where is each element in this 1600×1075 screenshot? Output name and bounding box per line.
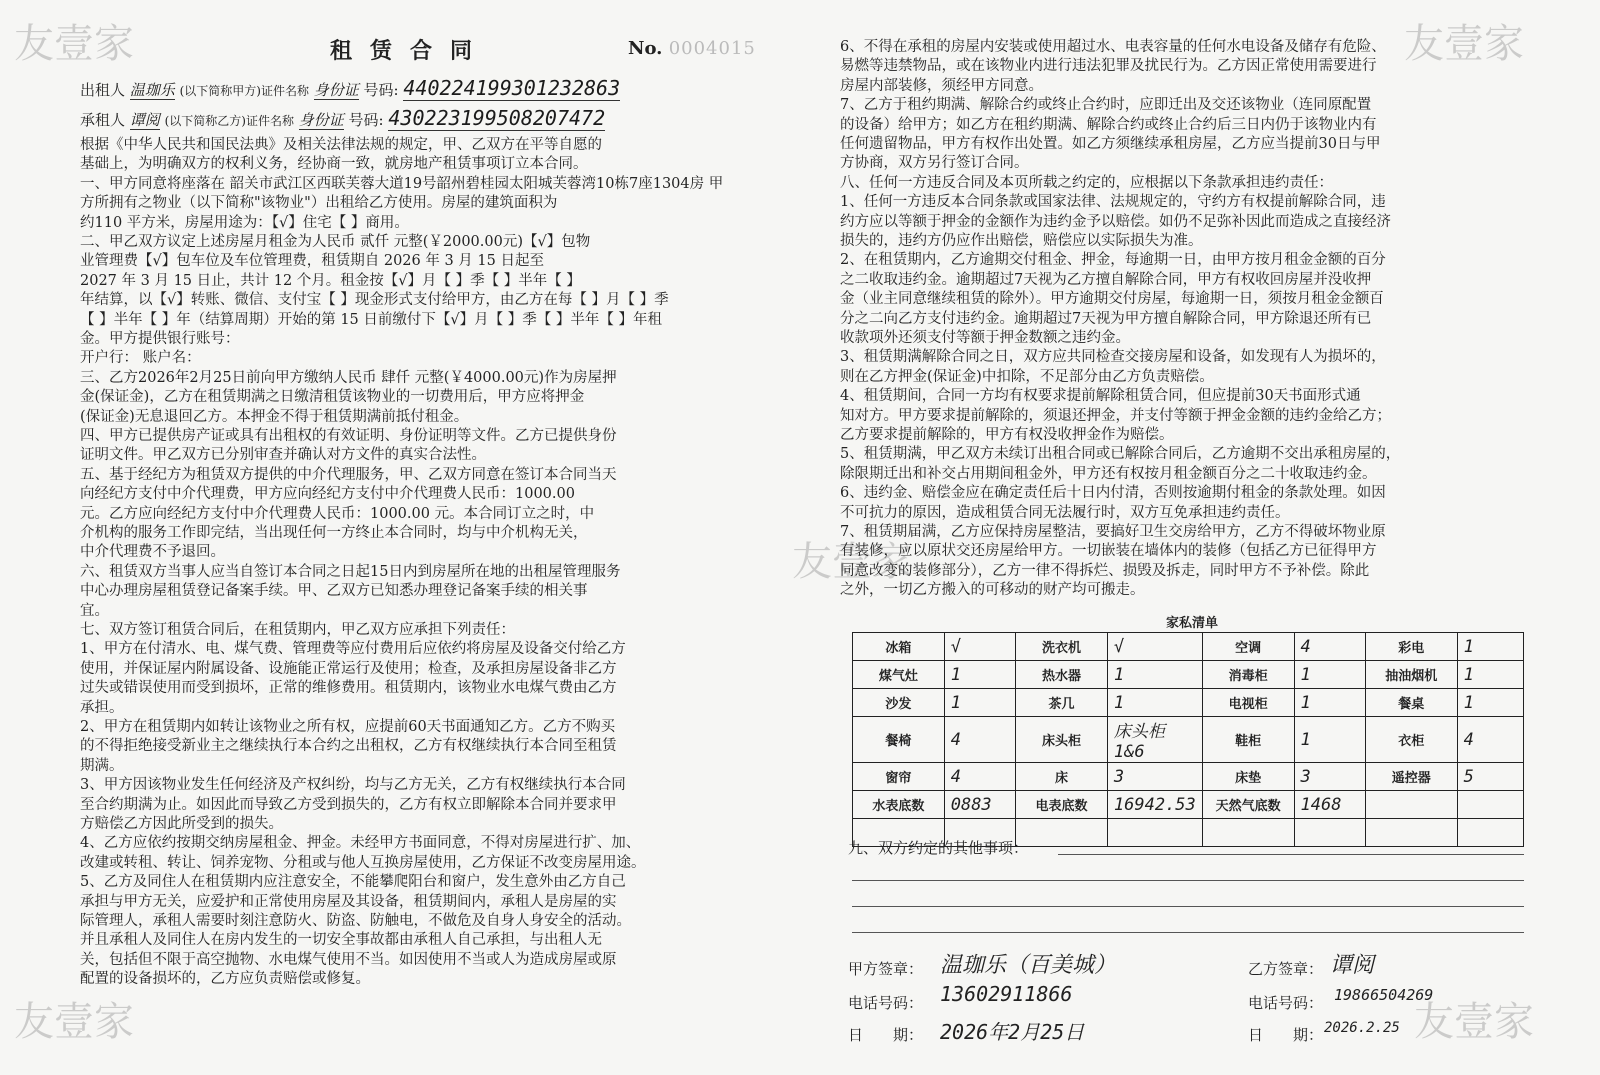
lessor-id-label: 号码: bbox=[363, 81, 399, 99]
furniture-item-name: 抽油烟机 bbox=[1365, 661, 1457, 689]
left-line: 约110 平方米，房屋用途为：【√】住宅【 】商用。 bbox=[80, 214, 409, 231]
left-line: 金(保证金)，乙方在租赁期满之日缴清租赁该物业的一切费用后，甲方应将押金 bbox=[80, 389, 585, 406]
furniture-item-count: 4 bbox=[1294, 633, 1365, 661]
right-line: 除限期迁出和补交占用期间租金外，甲方还有权按月租金额百分之二十收取违约金。 bbox=[840, 465, 1377, 482]
lessee-line bbox=[80, 108, 605, 131]
furniture-item-count: 0883 bbox=[944, 791, 1015, 819]
left-line: 业管理费【√】包车位及车位管理费，租赁期自 2026 年 3 月 15 日起至 bbox=[80, 253, 544, 270]
furniture-item-name: 电视柜 bbox=[1202, 689, 1294, 717]
right-line: 同意改变的装修部分），乙方一律不得拆烂、损毁及拆走，同时甲方不予补偿。除此 bbox=[840, 562, 1370, 579]
furniture-item-count: 3 bbox=[1107, 763, 1202, 791]
left-line: 向经纪方支付中介代理费，甲方应向经纪方支付中介代理费人民币：1000.00 bbox=[80, 486, 575, 503]
right-line: 约方应以等额于押金的金额作为违约金予以赔偿。如仍不足弥补因此而造成之直接经济 bbox=[840, 213, 1391, 230]
right-line: 2、在租赁期内，乙方逾期交付租金、押金，每逾期一日，由甲方按月租金金额的百分 bbox=[840, 252, 1386, 269]
left-line: 一、甲方同意将座落在 韶关市武江区西联芙蓉大道19号韶州碧桂园太阳城芙蓉湾10栋7座1304房 甲 bbox=[80, 175, 724, 192]
party-a-phone-label: 电话号码： bbox=[848, 994, 924, 1012]
party-a-date: 2026年2月25日 bbox=[940, 1020, 1085, 1044]
contract-number-label: No. bbox=[628, 38, 663, 59]
contract-title: 租赁合同 bbox=[330, 38, 491, 64]
furniture-item-count: 1 bbox=[1107, 661, 1202, 689]
furniture-item-count: 1 bbox=[1457, 633, 1523, 661]
furniture-list-title: 家私清单 bbox=[1166, 616, 1219, 631]
lessor-note: (以下简称甲方)证件名称 bbox=[179, 84, 309, 98]
furniture-item-count: 1468 bbox=[1294, 791, 1365, 819]
left-line: 四、甲方已提供房产证或具有出租权的有效证明、身份证明等文件。乙方已提供身份 bbox=[80, 428, 617, 444]
watermark-top-left: 友壹家 bbox=[14, 21, 134, 67]
furniture-item-name: 热水器 bbox=[1016, 661, 1108, 689]
left-line: 年结算，以【√】转账、微信、支付宝【 】现金形式支付给甲方，由乙方在每【 】月【 】季 bbox=[80, 292, 669, 309]
furniture-item-name: 空调 bbox=[1202, 633, 1294, 661]
watermark-center: 友壹家 bbox=[792, 539, 912, 585]
left-line: 3、甲方因该物业发生任何经济及产权纠纷，均与乙方无关，乙方有权继续执行本合同 bbox=[80, 777, 626, 794]
furniture-row bbox=[853, 763, 1524, 791]
right-line: 任何遗留物品，甲方有权作出处置。如乙方须继续承租房屋，乙方应当提前30日与甲 bbox=[840, 136, 1381, 152]
party-a-signature: 温珈乐（百美城） bbox=[940, 953, 1117, 978]
left-line: 改建或转租、转让、饲养宠物、分租或与他人互换房屋使用，乙方保证不改变房屋用途。 bbox=[80, 854, 646, 871]
furniture-item-name: 遥控器 bbox=[1365, 763, 1457, 791]
left-line: 金。甲方提供银行账号： bbox=[80, 331, 240, 347]
right-line: 金（业主同意继续租赁的除外）。甲方逾期交付房屋，每逾期一日，须按月租金金额百 bbox=[840, 291, 1384, 308]
other-items-line-3 bbox=[852, 906, 1524, 907]
left-line: 中心办理房屋租赁登记备案手续。甲、乙双方已知悉办理登记备案手续的相关事 bbox=[80, 583, 588, 600]
party-b-signature: 谭阅 bbox=[1330, 953, 1375, 978]
other-items-line-2 bbox=[852, 880, 1524, 881]
lessee-note: (以下简称乙方)证件名称 bbox=[164, 114, 294, 128]
right-line: 八、任何一方违反合同及本页所载之约定的，应根据以下条款承担违约责任： bbox=[840, 174, 1333, 191]
left-line: 五、基于经纪方为租赁双方提供的中介代理服务，甲、乙双方同意在签订本合同当天 bbox=[80, 466, 617, 483]
right-line: 则在乙方押金(保证金)中扣除，不足部分由乙方负责赔偿。 bbox=[840, 368, 1214, 385]
left-line: 介机构的服务工作即完结，当出现任何一方终止本合同时，均与中介机构无关， bbox=[80, 525, 588, 541]
left-line: 方赔偿乙方因此所受到的损失。 bbox=[80, 816, 283, 832]
furniture-item-name: 沙发 bbox=[853, 689, 945, 717]
furniture-item-name: 餐桌 bbox=[1365, 689, 1457, 717]
left-line: 并且承租人及同住人在房内发生的一切安全事故都由承租人自己承担，与出租人无 bbox=[80, 932, 602, 949]
furniture-item-count: 1 bbox=[1457, 661, 1523, 689]
right-line: 3、租赁期满解除合同之日，双方应共同检查交接房屋和设备，如发现有人为损坏的， bbox=[840, 349, 1386, 366]
left-line: 【 】半年【 】年（结算周期）开始的第 15 日前缴付下【√】月【 】季【 】半年【 】年租 bbox=[80, 311, 662, 328]
furniture-item-name: 彩电 bbox=[1365, 633, 1457, 661]
left-line: 七、双方签订租赁合同后，在租赁期内，甲乙双方应承担下列责任： bbox=[80, 622, 515, 638]
furniture-item-count: 1 bbox=[1107, 689, 1202, 717]
right-line: 收款项外还须支付等额于押金数额之违约金。 bbox=[840, 330, 1130, 346]
lessor-id-type: 身份证 bbox=[313, 81, 359, 99]
party-a-signature-label: 甲方签章： bbox=[848, 960, 924, 978]
furniture-item-count: √ bbox=[944, 633, 1015, 661]
party-b-phone: 19866504269 bbox=[1334, 986, 1434, 1004]
left-line: 期满。 bbox=[80, 757, 124, 774]
furniture-item-count: 1 bbox=[1294, 689, 1365, 717]
furniture-item-name: 衣柜 bbox=[1365, 717, 1457, 763]
left-line: (保证金)无息退回乙方。本押金不得于租赁期满前抵付租金。 bbox=[80, 408, 469, 425]
furniture-item-name: 鞋柜 bbox=[1202, 717, 1294, 763]
left-line: 的不得拒绝接受新业主之继续执行本合约之出租权，乙方有权继续执行本合同至租赁 bbox=[80, 738, 617, 755]
furniture-item-name: 餐椅 bbox=[853, 717, 945, 763]
furniture-item-count: 4 bbox=[944, 763, 1015, 791]
furniture-item-name bbox=[1365, 819, 1457, 847]
left-line: 使用，并保证屋内附属设备、设施能正常运行及使用；检查，及承担房屋设备非乙方 bbox=[80, 660, 617, 677]
furniture-item-name: 茶几 bbox=[1016, 689, 1108, 717]
right-line: 易燃等违禁物品，或在该物业内进行违法犯罪及扰民行为。乙方因正常使用需要进行 bbox=[840, 58, 1377, 75]
right-line: 损失的，违约方仍应作出赔偿，赔偿应以实际损失为准。 bbox=[840, 233, 1203, 249]
left-line: 根据《中华人民共和国民法典》及相关法律法规的规定，甲、乙双方在平等自愿的 bbox=[80, 137, 602, 153]
right-line: 4、租赁期间，合同一方均有权要求提前解除租赁合同，但应提前30天书面形式通 bbox=[840, 388, 1361, 405]
left-line: 际管理人，承租人需要时刻注意防火、防盗、防触电，不做危及自身人身安全的活动。 bbox=[80, 913, 631, 929]
furniture-item-count: 16942.53 bbox=[1107, 791, 1202, 819]
other-items-line-4 bbox=[852, 932, 1524, 933]
watermark-bottom-right: 友壹家 bbox=[1414, 999, 1534, 1045]
right-line: 之二收取违约金。逾期超过7天视为乙方擅自解除合同，甲方有权收回房屋并没收押 bbox=[840, 271, 1372, 288]
lessee-id-label: 号码: bbox=[348, 111, 384, 129]
furniture-item-name: 电表底数 bbox=[1016, 791, 1108, 819]
left-line: 5、乙方及同住人在租赁期内应注意安全，不能攀爬阳台和窗户，发生意外由乙方自己 bbox=[80, 874, 626, 891]
furniture-item-name: 煤气灶 bbox=[853, 661, 945, 689]
right-line: 乙方要求提前解除的，甲方有权没收押金作为赔偿。 bbox=[840, 427, 1174, 443]
lessor-id: 440224199301232863 bbox=[403, 76, 621, 100]
left-line: 1、甲方在付清水、电、煤气费、管理费等应付费用后应依约将房屋及设备交付给乙方 bbox=[80, 641, 626, 658]
other-items-label: 九、双方约定的其他事项： bbox=[848, 839, 1029, 857]
party-b-date-label: 日 期： bbox=[1248, 1026, 1324, 1044]
furniture-item-count bbox=[1107, 819, 1202, 847]
furniture-item-name: 天然气底数 bbox=[1202, 791, 1294, 819]
furniture-item-name: 水表底数 bbox=[853, 791, 945, 819]
furniture-item-name bbox=[1365, 791, 1457, 819]
furniture-item-count bbox=[1457, 819, 1523, 847]
right-line: 7、乙方于租约期满、解除合约或终止合约时，应即迁出及交还该物业（连同原配置 bbox=[840, 97, 1372, 114]
left-line: 三、乙方2026年2月25日前向甲方缴纳人民币 肆仟 元整(￥4000.00元)作为房屋押 bbox=[80, 369, 617, 386]
party-a-phone: 13602911866 bbox=[940, 982, 1073, 1006]
left-line: 过失或错误使用而受到损坏，正常的维修费用。租赁期内，该物业水电煤气费由乙方 bbox=[80, 680, 617, 697]
left-line: 元。乙方应向经纪方支付中介代理费人民币：1000.00 元。本合同订立之时，中 bbox=[80, 505, 595, 522]
furniture-item-name bbox=[1016, 819, 1108, 847]
left-line: 至合约期满为止。如因此而导致乙方受到损失的，乙方有权立即解除本合同并要求甲 bbox=[80, 796, 617, 813]
party-b-phone-label: 电话号码： bbox=[1248, 994, 1324, 1012]
furniture-table bbox=[852, 632, 1524, 847]
right-line: 的设备）给甲方；如乙方在租约期满、解除合约或终止合约后三日内仍于该物业内有 bbox=[840, 116, 1377, 133]
furniture-item-count: 1 bbox=[1294, 661, 1365, 689]
left-line: 证明文件。甲乙双方已分别审查并确认对方文件的真实合法性。 bbox=[80, 447, 486, 464]
left-line: 承担。 bbox=[80, 699, 124, 716]
right-line: 知对方。甲方要求提前解除的，须退还押金，并支付等额于押金金额的违约金给乙方； bbox=[840, 407, 1391, 424]
furniture-item-name: 床垫 bbox=[1202, 763, 1294, 791]
left-line: 基础上，为明确双方的权利义务，经协商一致，就房地产租赁事项订立本合同。 bbox=[80, 156, 588, 173]
left-line: 二、甲乙双方议定上述房屋月租金为人民币 贰仟 元整(￥2000.00元)【√】包物 bbox=[80, 234, 591, 250]
watermark-top-right: 友壹家 bbox=[1404, 21, 1524, 67]
furniture-item-count: 床头柜 1&6 bbox=[1107, 717, 1202, 763]
furniture-row bbox=[853, 791, 1524, 819]
furniture-item-count bbox=[1457, 791, 1523, 819]
party-b-date: 2026.2.25 bbox=[1324, 1020, 1400, 1036]
party-b-signature-label: 乙方签章： bbox=[1248, 960, 1324, 978]
right-line: 分之二向乙方支付违约金。逾期超过7天视为甲方擅自解除合同，甲方除退还所有已 bbox=[840, 310, 1372, 327]
furniture-row bbox=[853, 633, 1524, 661]
contract-number bbox=[628, 38, 756, 59]
lessee-label: 承租人 bbox=[80, 111, 126, 129]
lessor-label: 出租人 bbox=[80, 81, 126, 99]
left-line: 中介代理费不予退回。 bbox=[80, 544, 225, 561]
furniture-item-count bbox=[1294, 819, 1365, 847]
left-line: 配置的设备损坏的，乙方应负责赔偿或修复。 bbox=[80, 971, 370, 988]
right-line: 房屋内部装修，须经甲方同意。 bbox=[840, 77, 1043, 94]
contract-number-value: 0004015 bbox=[668, 38, 756, 59]
right-line: 5、租赁期满，甲乙双方未续订出租合同或已解除合同后，乙方逾期不交出承租房屋的， bbox=[840, 446, 1401, 463]
furniture-item-name: 洗衣机 bbox=[1016, 633, 1108, 661]
right-line: 方协商，双方另行签订合同。 bbox=[840, 155, 1029, 172]
furniture-item-count: 1 bbox=[1294, 717, 1365, 763]
right-line: 7、租赁期届满，乙方应保持房屋整洁，要搞好卫生交房给甲方，乙方不得破坏物业原 bbox=[840, 524, 1386, 540]
left-line: 承担与甲方无关，应爱护和正常使用房屋及其设备，租赁期间内，承租人是房屋的实 bbox=[80, 893, 617, 910]
right-line: 之外，一切乙方搬入的可移动的财产均可搬走。 bbox=[840, 582, 1145, 599]
right-line: 6、不得在承租的房屋内安装或使用超过水、电表容量的任何水电设备及储存有危险、 bbox=[840, 39, 1386, 55]
furniture-item-name: 窗帘 bbox=[853, 763, 945, 791]
lessee-name: 谭阅 bbox=[129, 111, 160, 129]
furniture-item-name: 消毒柜 bbox=[1202, 661, 1294, 689]
lessee-id: 430223199508207472 bbox=[388, 106, 606, 130]
furniture-row bbox=[853, 689, 1524, 717]
lessor-line bbox=[80, 78, 620, 101]
left-line: 4、乙方应依约按期交纳房屋租金、押金。未经甲方书面同意，不得对房屋进行扩、加、 bbox=[80, 835, 641, 852]
furniture-row bbox=[853, 661, 1524, 689]
right-line: 有装修，应以原状交还房屋给甲方。一切嵌装在墙体内的装修（包括乙方已征得甲方 bbox=[840, 543, 1377, 560]
furniture-item-count: 4 bbox=[944, 717, 1015, 763]
left-line: 关，包括但不限于高空抛物、水电煤气使用不当。如因使用不当或人为造成房屋或原 bbox=[80, 951, 617, 968]
furniture-item-count: 1 bbox=[1457, 689, 1523, 717]
lessee-id-type: 身份证 bbox=[298, 111, 344, 129]
furniture-item-count: 1 bbox=[944, 661, 1015, 689]
left-line: 开户行： 账户名： bbox=[80, 350, 201, 367]
furniture-item-count: 1 bbox=[944, 689, 1015, 717]
right-line: 1、任何一方违反本合同条款或国家法律、法规规定的，守约方有权提前解除合同，违 bbox=[840, 194, 1386, 211]
left-line: 2、甲方在租赁期内如转让该物业之所有权，应提前60天书面通知乙方。乙方不购买 bbox=[80, 719, 616, 735]
furniture-row bbox=[853, 717, 1524, 763]
right-line: 6、违约金、赔偿金应在确定责任后十日内付清，否则按逾期付租金的条款处理。如因 bbox=[840, 485, 1386, 502]
furniture-item-name: 床头柜 bbox=[1016, 717, 1108, 763]
furniture-item-name bbox=[1202, 819, 1294, 847]
furniture-item-count: 5 bbox=[1457, 763, 1523, 791]
party-a-date-label: 日 期： bbox=[848, 1026, 924, 1044]
watermark-bottom-left: 友壹家 bbox=[14, 999, 134, 1045]
furniture-item-count: 3 bbox=[1294, 763, 1365, 791]
right-line: 不可抗力的原因，造成租赁合同无法履行时，双方互免承担违约责任。 bbox=[840, 504, 1290, 521]
left-line: 六、租赁双方当事人应当自签订本合同之日起15日内到房屋所在地的出租屋管理服务 bbox=[80, 563, 621, 580]
other-items-line-1 bbox=[1058, 854, 1524, 855]
left-line: 宜。 bbox=[80, 602, 109, 619]
furniture-item-count: 4 bbox=[1457, 717, 1523, 763]
left-line: 方所拥有之物业（以下简称"该物业"）出租给乙方使用。房屋的建筑面积为 bbox=[80, 195, 558, 212]
furniture-item-name: 床 bbox=[1016, 763, 1108, 791]
furniture-item-count: √ bbox=[1107, 633, 1202, 661]
lessor-name: 温珈乐 bbox=[129, 81, 175, 99]
furniture-item-name: 冰箱 bbox=[853, 633, 945, 661]
left-line: 2027 年 3 月 15 日止，共计 12 个月。租金按【√】月【 】季【 】半年【 】 bbox=[80, 272, 581, 289]
